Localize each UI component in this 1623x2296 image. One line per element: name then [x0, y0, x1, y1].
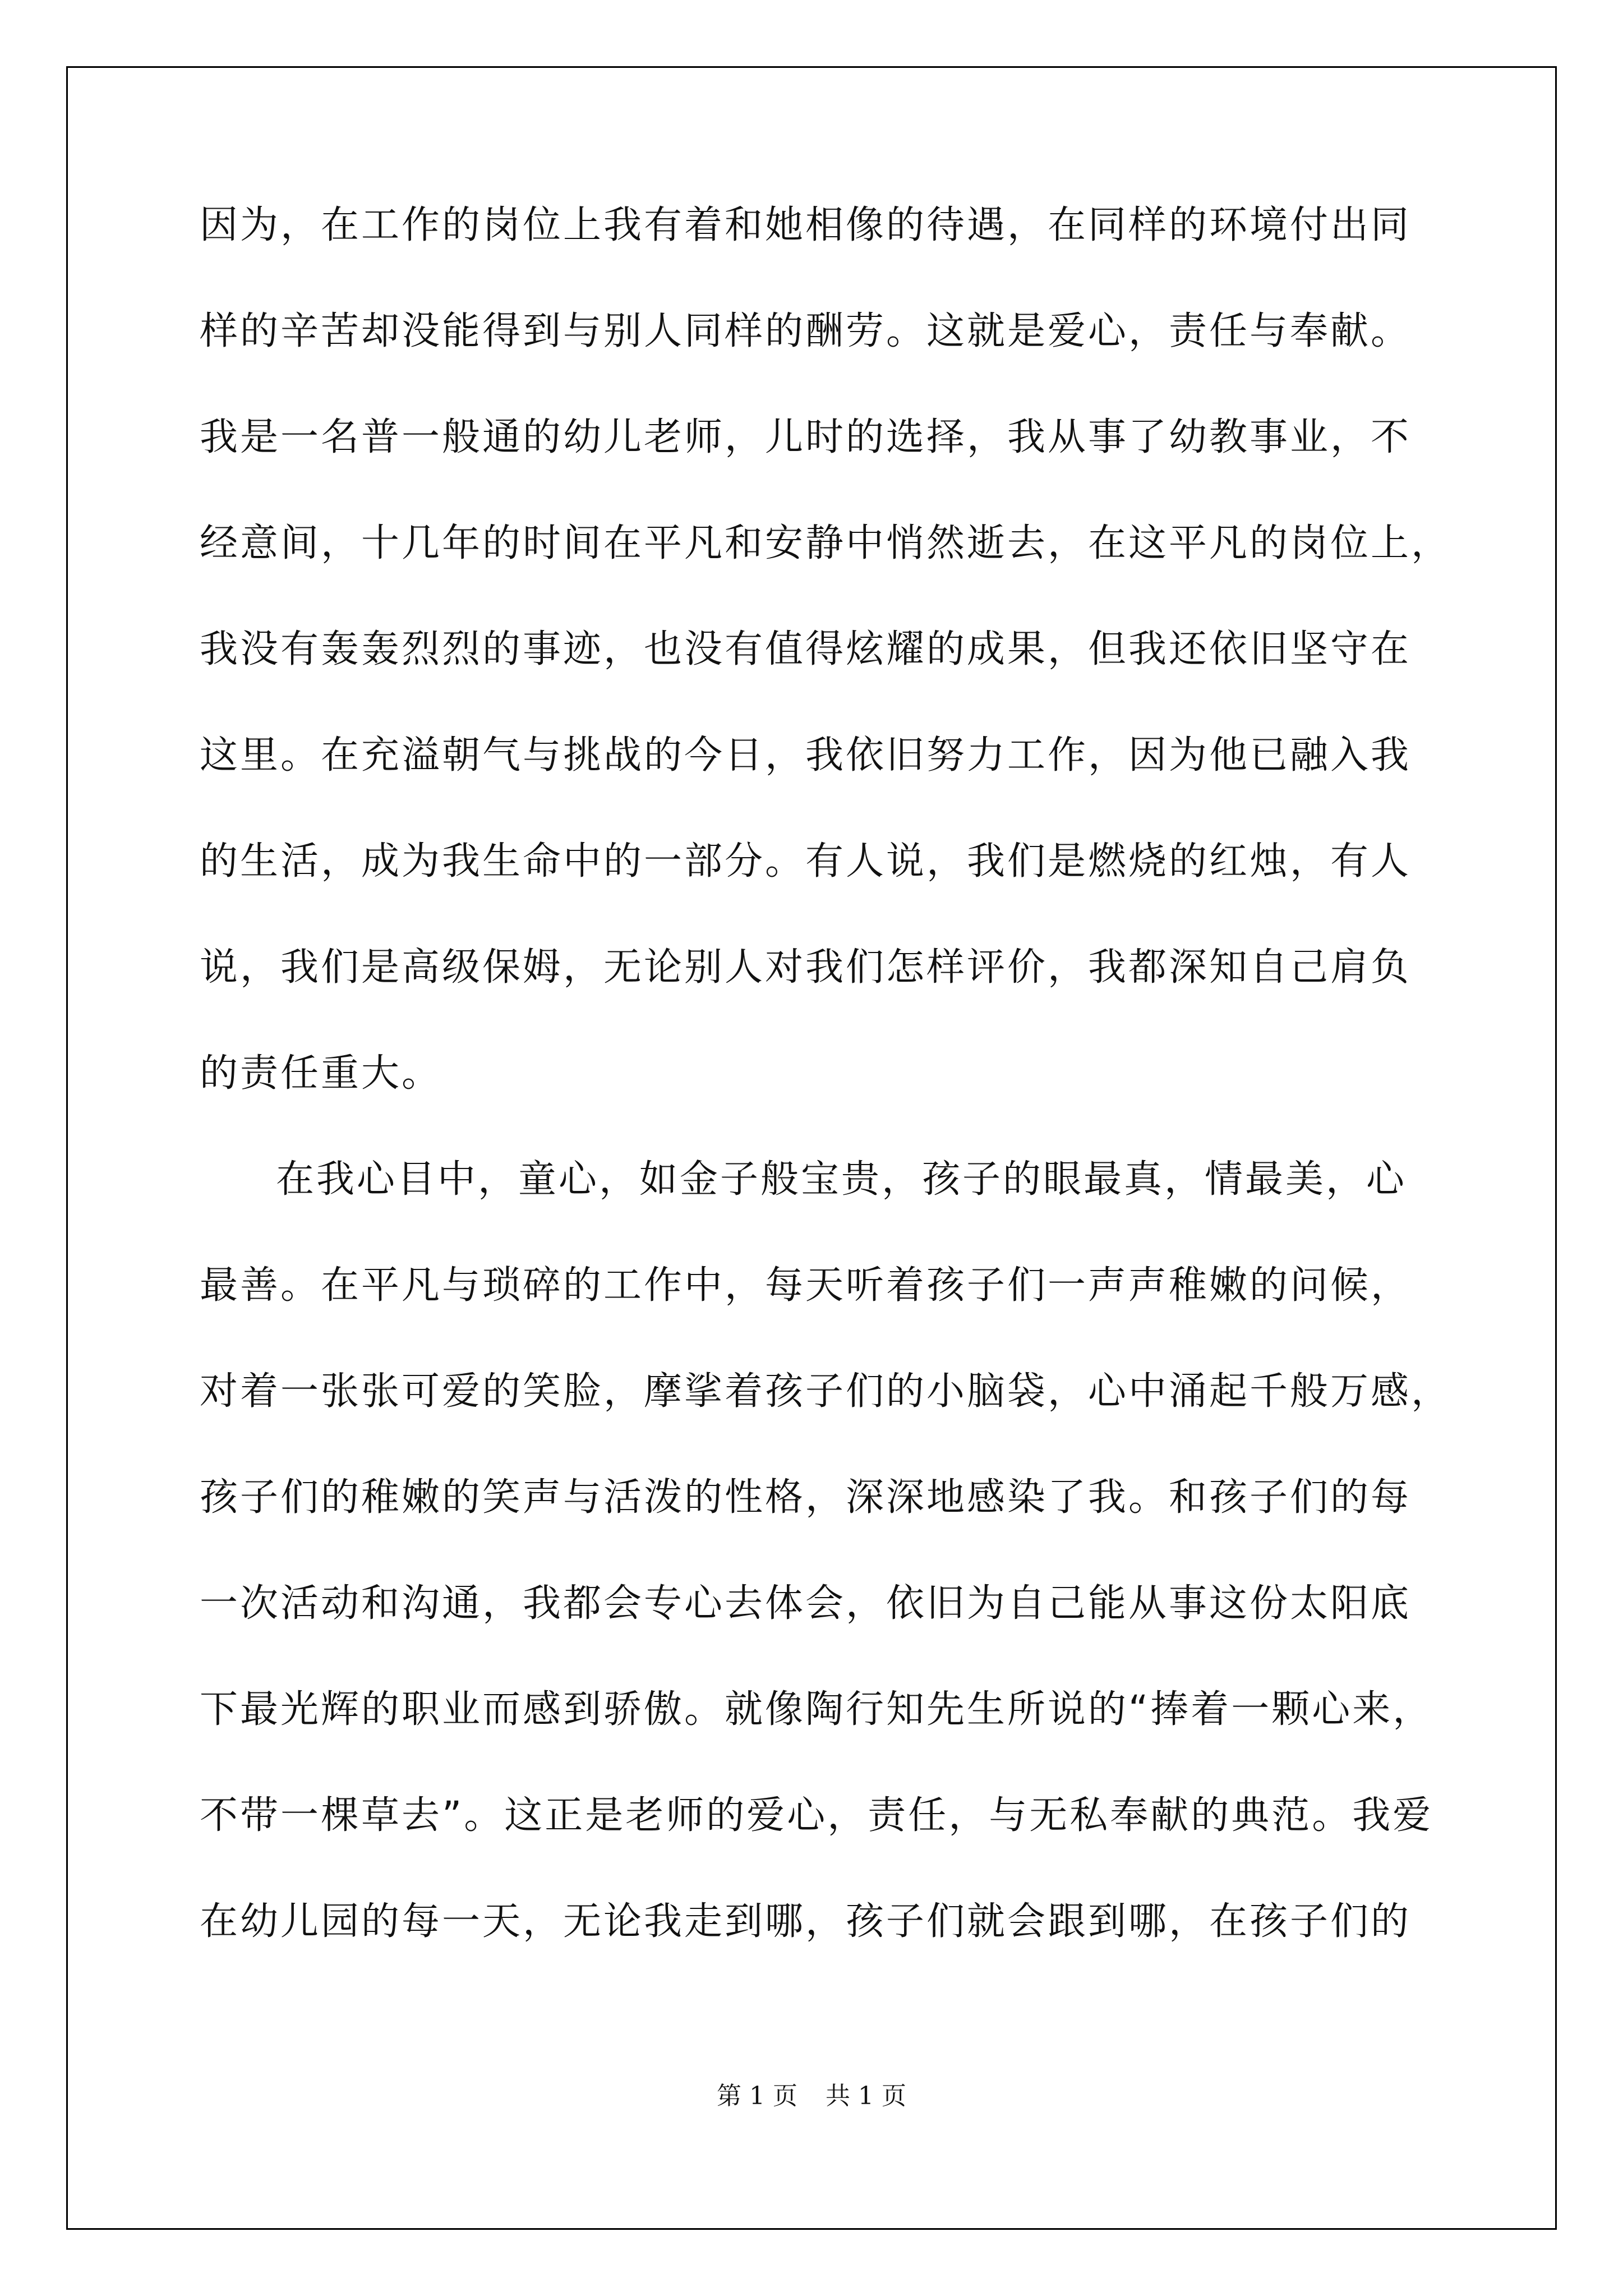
page-footer [0, 2076, 1623, 2111]
text-line: 一次活动和沟通，我都会专心去体会，依旧为自己能从事这份太阳底 [200, 1581, 1412, 1626]
text-line: 的责任重大。 [200, 1051, 442, 1096]
page-total: 共 1 页 [826, 2082, 906, 2110]
text-line: 说，我们是高级保姆，无论别人对我们怎样评价，我都深知自己肩负 [200, 945, 1412, 990]
text-line: 经意间，十几年的时间在平凡和安静中悄然逝去，在这平凡的岗位上， [200, 521, 1452, 565]
text-line: 下最光辉的职业而感到骄傲。就像陶行知先生所说的“捧着一颗心来， [200, 1687, 1433, 1732]
text-line: 样的辛苦却没能得到与别人同样的酬劳。这就是爱心，责任与奉献。 [200, 309, 1412, 353]
page-number: 第 1 页 [717, 2082, 797, 2110]
text-line: 最善。在平凡与琐碎的工作中，每天听着孩子们一声声稚嫩的问候， [200, 1263, 1412, 1308]
text-line: 不带一棵草去”。这正是老师的爱心，责任，与无私奉献的典范。我爱 [200, 1793, 1433, 1838]
text-line: 的生活，成为我生命中的一部分。有人说，我们是燃烧的红烛，有人 [200, 839, 1412, 884]
text-line: 这里。在充溢朝气与挑战的今日，我依旧努力工作，因为他已融入我 [200, 733, 1412, 777]
text-line: 孩子们的稚嫩的笑声与活泼的性格，深深地感染了我。和孩子们的每 [200, 1475, 1412, 1520]
text-line: 因为，在工作的岗位上我有着和她相像的待遇，在同样的环境付出同 [200, 203, 1412, 247]
text-line: 在幼儿园的每一天，无论我走到哪，孩子们就会跟到哪，在孩子们的 [200, 1899, 1412, 1944]
text-line: 我没有轰轰烈烈的事迹，也没有值得炫耀的成果，但我还依旧坚守在 [200, 627, 1412, 671]
text-line: 对着一张张可爱的笑脸，摩挲着孩子们的小脑袋，心中涌起千般万感， [200, 1369, 1452, 1414]
text-line: 我是一名普一般通的幼儿老师，儿时的选择，我从事了幼教事业，不 [200, 415, 1412, 459]
paragraph-first-line: 在我心目中，童心，如金子般宝贵，孩子的眼最真，情最美，心 [276, 1157, 1407, 1202]
